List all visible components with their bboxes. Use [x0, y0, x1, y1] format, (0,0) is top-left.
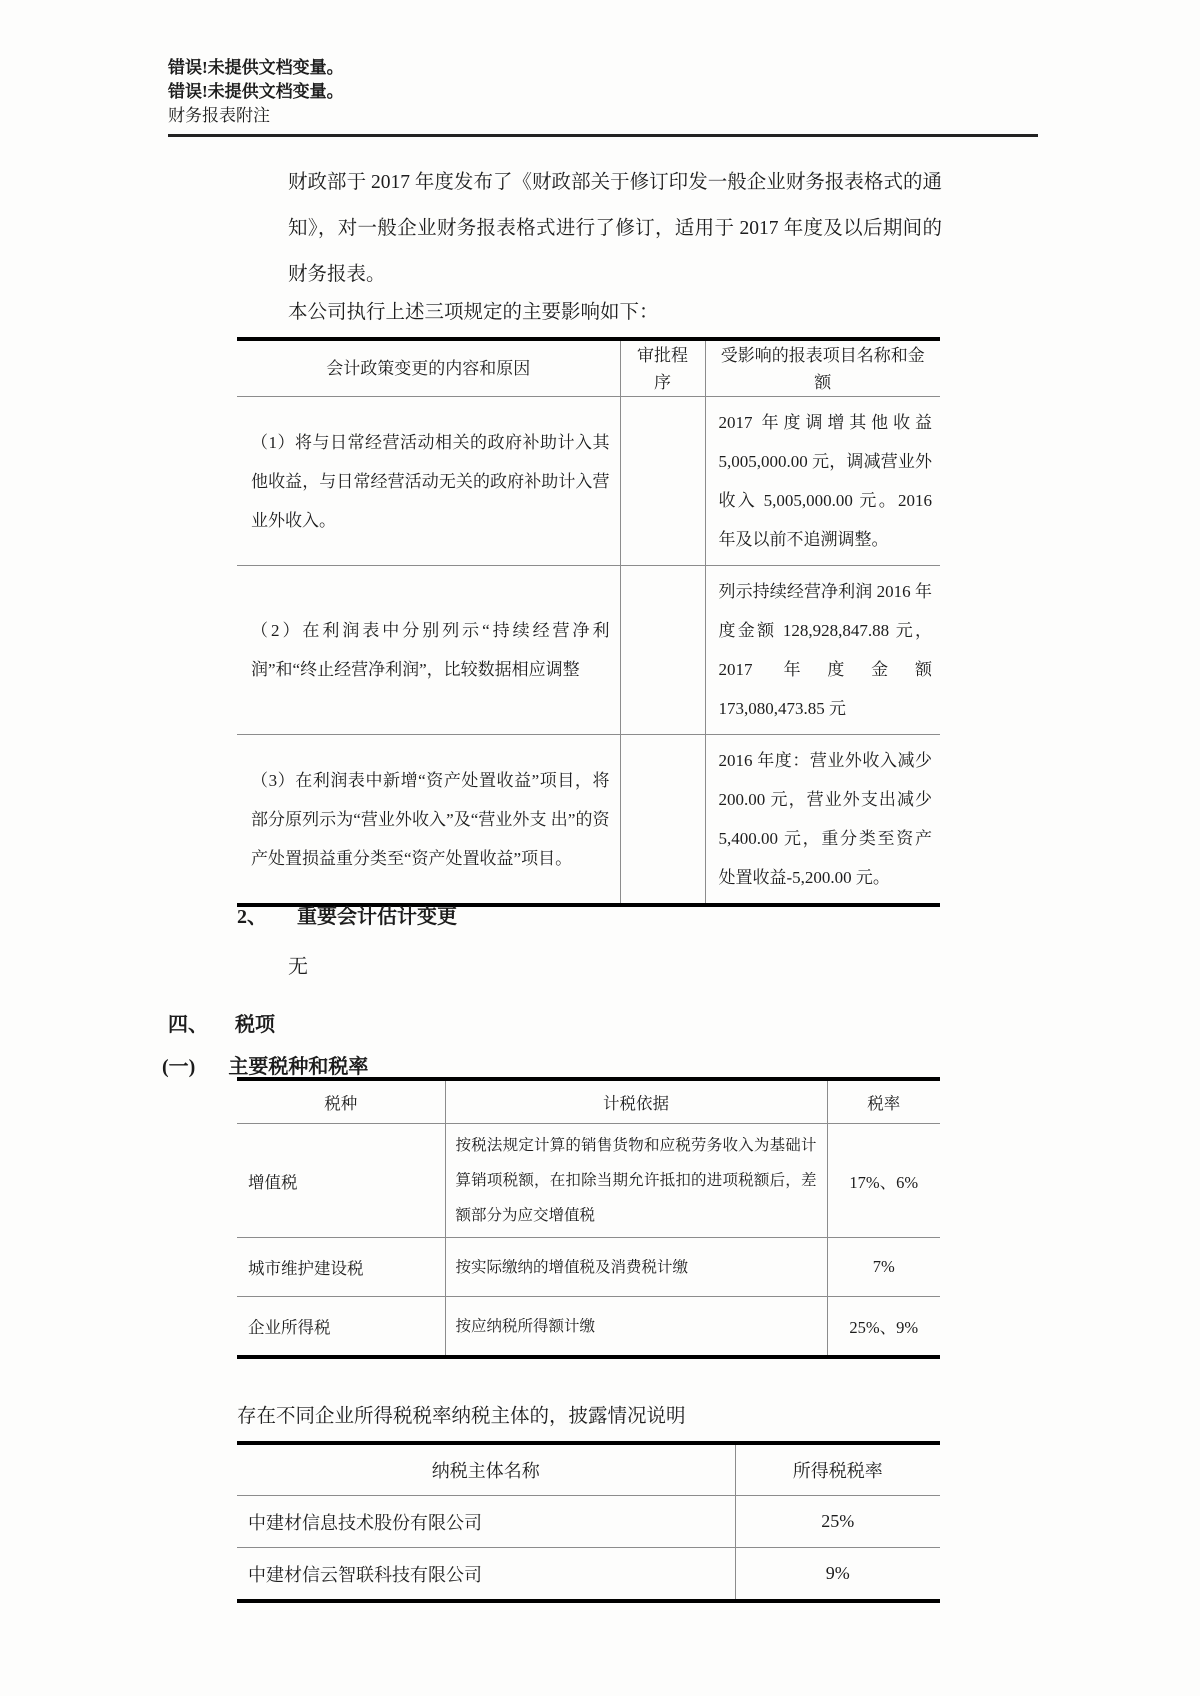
policy-row1-impact: 2017 年度调增其他收益 5,005,000.00 元，调减营业外收入 5,005,000.00 元。2016 年及以前不追溯调整。 — [705, 397, 940, 566]
header-error-line-1: 错误!未提供文档变量。 — [168, 58, 344, 77]
tax-row2-kind: 城市维护建设税 — [237, 1238, 445, 1297]
policy-table-row-2 — [237, 566, 940, 735]
tax-table-row-2 — [237, 1238, 940, 1297]
entity-row1-rate: 25% — [735, 1496, 940, 1548]
tax-rate-table — [237, 1077, 940, 1359]
section-4-title: 税项 — [235, 1014, 275, 1036]
tax-row3-basis: 按应纳税所得额计缴 — [445, 1297, 827, 1358]
section-2-heading — [237, 900, 457, 929]
policy-row1-content: （1）将与日常经营活动相关的政府补助计入其他收益，与日常经营活动无关的政府补助计入营业外收入。 — [237, 397, 620, 566]
entity-row2-name: 中建材信云智联科技有限公司 — [237, 1548, 735, 1602]
tax-row3-rate: 25%、9% — [849, 1318, 919, 1337]
tax-row3-kind: 企业所得税 — [237, 1297, 445, 1358]
policy-table-row-1 — [237, 397, 940, 566]
disclosure-note: 存在不同企业所得税税率纳税主体的，披露情况说明 — [237, 1406, 686, 1427]
policy-row1-approval — [620, 397, 705, 566]
tax-table-header-row — [237, 1079, 940, 1124]
subsection-1-title: 主要税种和税率 — [228, 1056, 369, 1078]
tax-header-kind: 税种 — [237, 1079, 445, 1124]
section-2-answer: 无 — [288, 956, 308, 978]
page-header — [168, 56, 1038, 137]
section-2-number: 2、 — [237, 906, 267, 928]
policy-header-approval: 审批程序 — [620, 339, 705, 397]
tax-row1-basis: 按税法规定计算的销售货物和应税劳务收入为基础计算销项税额，在扣除当期允许抵扣的进项税额后，差额部分为应交增值税 — [445, 1124, 827, 1238]
policy-header-impact: 受影响的报表项目名称和金额 — [705, 339, 940, 397]
intro-paragraph: 财政部于 2017 年度发布了《财政部关于修订印发一般企业财务报表格式的通知》，对一般企业财务报表格式进行了修订，适用于 2017 年度及以后期间的财务报表。 — [288, 172, 942, 285]
section-4-number: 四、 — [168, 1014, 208, 1036]
policy-table-row-3 — [237, 735, 940, 906]
tax-table-row-1 — [237, 1124, 940, 1238]
tax-row1-kind: 增值税 — [237, 1124, 445, 1238]
tax-row2-rate: 7% — [827, 1238, 940, 1297]
entity-row2-rate: 9% — [825, 1563, 850, 1583]
tax-row2-basis: 按实际缴纳的增值税及消费税计缴 — [445, 1238, 827, 1297]
policy-row2-content: （2）在利润表中分别列示“持续经营净利润”和“终止经营净利润”，比较数据相应调整 — [237, 566, 620, 735]
entity-header-rate: 所得税税率 — [735, 1443, 940, 1496]
taxpayer-entity-table — [237, 1441, 940, 1603]
section-4-heading — [168, 1008, 275, 1037]
entity-row1-name: 中建材信息技术股份有限公司 — [237, 1496, 735, 1548]
subsection-1-number: (一) — [162, 1056, 196, 1078]
policy-table-header-row — [237, 339, 940, 397]
tax-table-row-3 — [237, 1297, 940, 1358]
policy-row2-impact: 列示持续经营净利润 2016 年度金额 128,928,847.88 元，2017 年度金额 173,080,473.85 元 — [705, 566, 940, 735]
entity-table-header-row — [237, 1443, 940, 1496]
tax-row1-rate: 17%、6% — [827, 1124, 940, 1238]
header-error-line-2: 错误!未提供文档变量。 — [168, 82, 344, 101]
entity-header-name: 纳税主体名称 — [237, 1443, 735, 1496]
policy-row3-content: （3）在利润表中新增“资产处置收益”项目，将 部分原列示为“营业外收入”及“营业外支 出”的资产处置损益重分类至“资产处置收益”项目。 — [237, 735, 620, 906]
policy-change-table — [237, 337, 940, 907]
tax-header-rate: 税率 — [827, 1079, 940, 1124]
subsection-1-heading — [162, 1050, 368, 1079]
table-lead-in: 本公司执行上述三项规定的主要影响如下： — [288, 302, 659, 323]
policy-header-content: 会计政策变更的内容和原因 — [237, 339, 620, 397]
policy-row3-approval — [620, 735, 705, 906]
policy-row2-approval — [620, 566, 705, 735]
entity-table-row-1 — [237, 1496, 940, 1548]
policy-row3-impact: 2016 年度：营业外收入减少 200.00 元，营业外支出减少 5,400.00 元，重分类至资产处置收益-5,200.00 元。 — [718, 751, 932, 887]
entity-table-row-2 — [237, 1548, 940, 1602]
section-2-title: 重要会计估计变更 — [297, 906, 457, 928]
header-subtitle: 财务报表附注 — [168, 106, 270, 125]
tax-header-basis: 计税依据 — [445, 1079, 827, 1124]
